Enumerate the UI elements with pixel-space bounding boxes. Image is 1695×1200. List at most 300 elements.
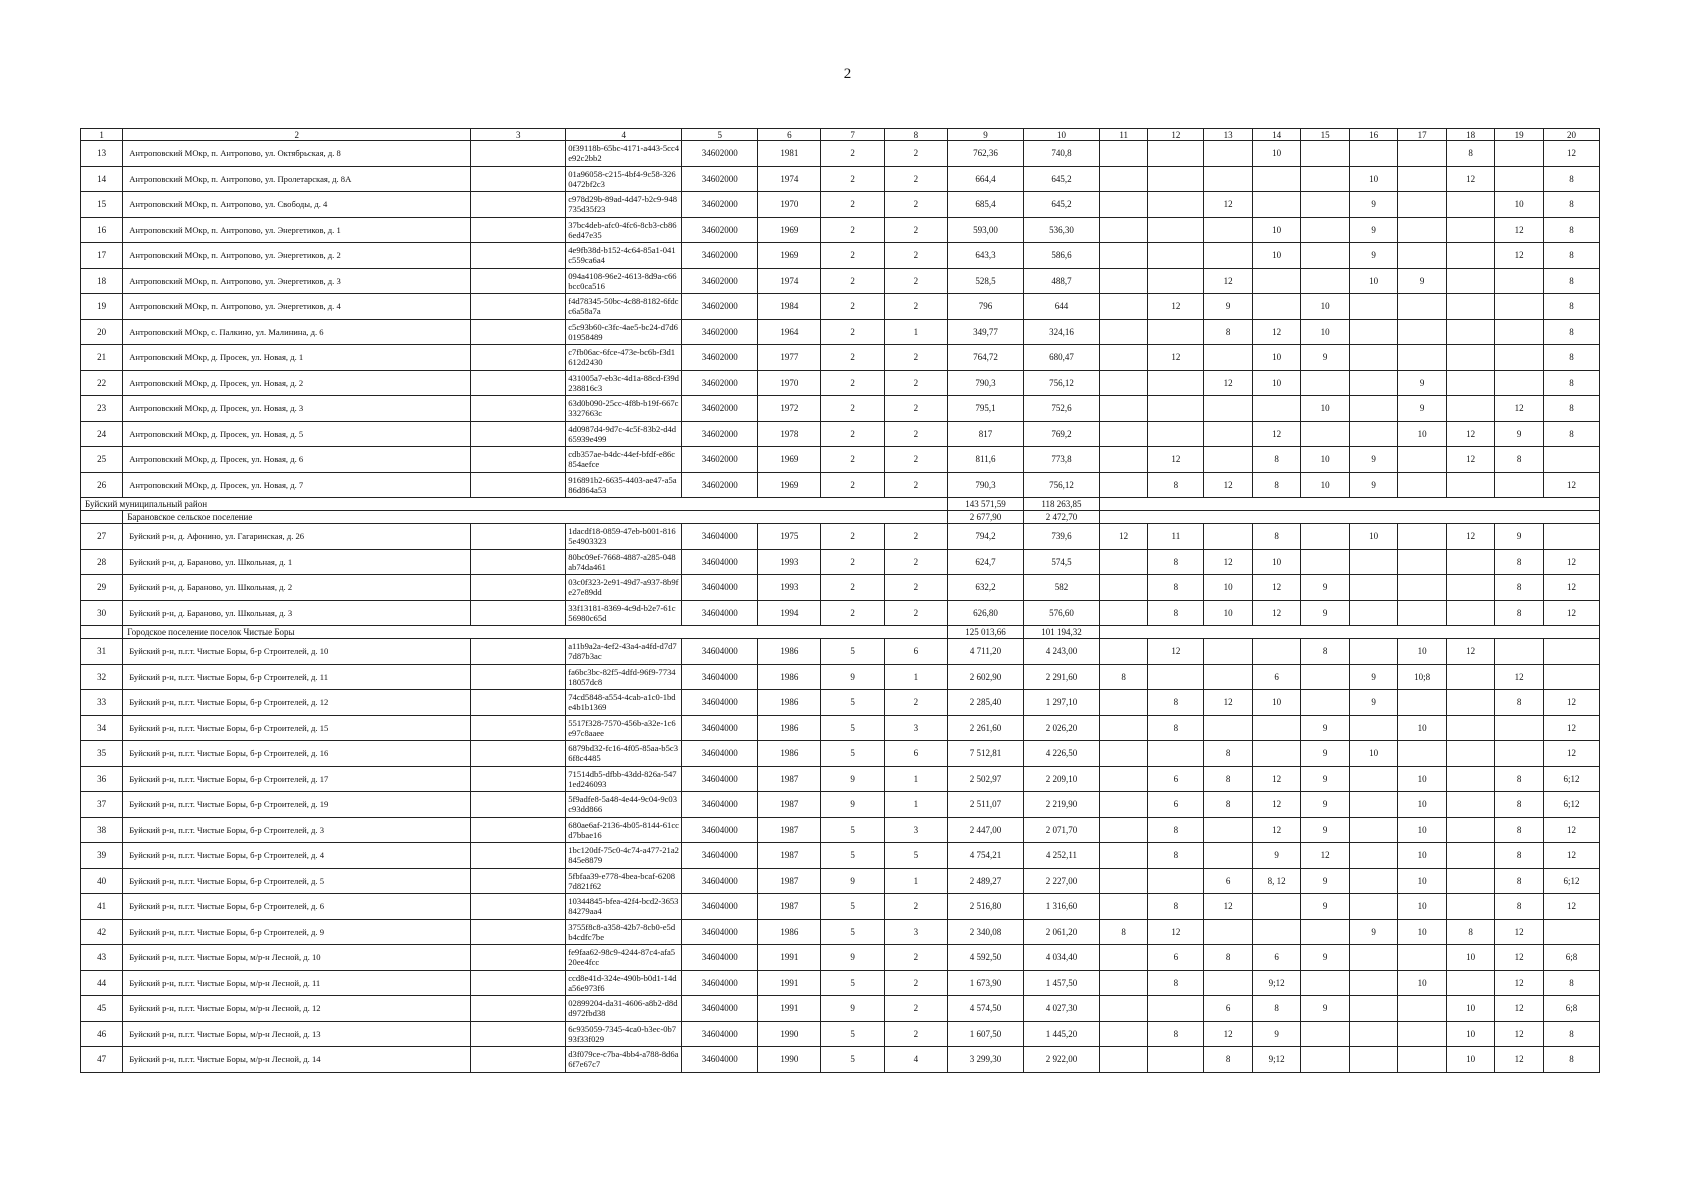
cell-col-19: 12 (1495, 919, 1544, 945)
cell-col-16 (1349, 421, 1398, 447)
cell-col-6: 1994 (758, 600, 821, 626)
cell-col-4: 680ae6af-2136-4b05-8144-61ccd7bbae16 (566, 817, 682, 843)
cell-col-14: 10 (1252, 217, 1301, 243)
cell-col-10: 1 297,10 (1023, 690, 1099, 716)
cell-col-16: 9 (1349, 690, 1398, 716)
cell-col-4: 10344845-bfea-42f4-bcd2-365384279aa4 (566, 894, 682, 920)
cell-col-16: 10 (1349, 166, 1398, 192)
table-row (81, 345, 1600, 371)
cell-col-15: 9 (1301, 996, 1350, 1022)
cell-col-2: Буйский р-н, п.г.т. Чистые Боры, б-р Строителей, д. 5 (123, 868, 471, 894)
cell-col-4: 03c0f323-2e91-49d7-a937-8b9fe27e89dd (566, 575, 682, 601)
cell-col-2: Антроповский МОкр, п. Антропово, ул. Свободы, д. 4 (123, 192, 471, 218)
cell-col-2: Антроповский МОкр, д. Просек, ул. Новая, д. 3 (123, 396, 471, 422)
cell-col-19: 8 (1495, 447, 1544, 473)
cell-col-14 (1252, 166, 1301, 192)
cell-col-14: 12 (1252, 817, 1301, 843)
cell-col-8: 1 (884, 664, 947, 690)
cell-col-9: 2 447,00 (948, 817, 1024, 843)
cell-col-19: 9 (1495, 421, 1544, 447)
cell-col-14: 10 (1252, 370, 1301, 396)
cell-col-12 (1148, 243, 1204, 269)
cell-col-12: 6 (1148, 945, 1204, 971)
cell-col-19: 10 (1495, 192, 1544, 218)
cell-col-13: 12 (1204, 690, 1253, 716)
cell-col-2: Буйский р-н, п.г.т. Чистые Боры, б-р Строителей, д. 12 (123, 690, 471, 716)
cell-col-19: 8 (1495, 792, 1544, 818)
cell-col-8: 2 (884, 894, 947, 920)
cell-col-15 (1301, 1047, 1350, 1073)
cell-col-8: 1 (884, 766, 947, 792)
cell-col-20: 12 (1543, 600, 1599, 626)
cell-col-14 (1252, 715, 1301, 741)
cell-col-19 (1495, 472, 1544, 498)
cell-col-1: 28 (81, 549, 123, 575)
cell-col-3 (471, 268, 566, 294)
column-header-2: 2 (123, 129, 471, 141)
cell-col-13: 9 (1204, 294, 1253, 320)
cell-col-3 (471, 141, 566, 167)
cell-col-18 (1446, 894, 1495, 920)
cell-col-14: 8 (1252, 996, 1301, 1022)
cell-col-5: 34602000 (682, 243, 758, 269)
cell-col-9: 2 285,40 (948, 690, 1024, 716)
cell-col-12 (1148, 217, 1204, 243)
cell-col-5: 34602000 (682, 447, 758, 473)
table-row (81, 945, 1600, 971)
cell-col-6: 1987 (758, 817, 821, 843)
cell-col-5: 34602000 (682, 319, 758, 345)
group-spacer-cell (81, 626, 123, 639)
cell-col-16 (1349, 600, 1398, 626)
cell-col-11 (1099, 217, 1148, 243)
cell-col-16: 10 (1349, 524, 1398, 550)
cell-col-13: 10 (1204, 600, 1253, 626)
cell-col-13: 12 (1204, 370, 1253, 396)
cell-col-18 (1446, 243, 1495, 269)
table-row (81, 166, 1600, 192)
cell-col-12: 8 (1148, 1021, 1204, 1047)
cell-col-9: 4 754,21 (948, 843, 1024, 869)
cell-col-9: 790,3 (948, 472, 1024, 498)
cell-col-20: 12 (1543, 843, 1599, 869)
cell-col-19: 12 (1495, 1047, 1544, 1073)
cell-col-8: 2 (884, 690, 947, 716)
cell-col-6: 1990 (758, 1047, 821, 1073)
cell-col-14: 12 (1252, 600, 1301, 626)
cell-col-11: 8 (1099, 664, 1148, 690)
cell-col-11 (1099, 268, 1148, 294)
column-header-1: 1 (81, 129, 123, 141)
cell-col-7: 5 (821, 817, 884, 843)
cell-col-12: 8 (1148, 549, 1204, 575)
cell-col-10: 4 252,11 (1023, 843, 1099, 869)
table-row (81, 970, 1600, 996)
cell-col-4: f4d78345-50bc-4c88-8182-6fdcc6a58a7a (566, 294, 682, 320)
cell-col-14: 8, 12 (1252, 868, 1301, 894)
cell-col-12 (1148, 421, 1204, 447)
cell-col-4: 3755f8c8-a358-42b7-8cb0-e5db4cdfc7be (566, 919, 682, 945)
cell-col-16: 10 (1349, 268, 1398, 294)
cell-col-9: 764,72 (948, 345, 1024, 371)
table-row (81, 524, 1600, 550)
cell-col-18: 10 (1446, 1021, 1495, 1047)
table-row (81, 370, 1600, 396)
cell-col-15: 9 (1301, 345, 1350, 371)
cell-col-13 (1204, 396, 1253, 422)
cell-col-13 (1204, 243, 1253, 269)
group-title: Барановское сельское поселение (123, 511, 948, 524)
cell-col-5: 34604000 (682, 690, 758, 716)
cell-col-12: 8 (1148, 817, 1204, 843)
cell-col-5: 34602000 (682, 421, 758, 447)
column-header-12: 12 (1148, 129, 1204, 141)
cell-col-16 (1349, 894, 1398, 920)
cell-col-16 (1349, 868, 1398, 894)
cell-col-13: 12 (1204, 268, 1253, 294)
cell-col-4: ccd8e41d-324e-490b-b0d1-14da56e973f6 (566, 970, 682, 996)
cell-col-7: 2 (821, 268, 884, 294)
group-empty-cells (1099, 498, 1599, 511)
cell-col-5: 34604000 (682, 996, 758, 1022)
cell-col-17 (1398, 549, 1447, 575)
cell-col-11 (1099, 141, 1148, 167)
cell-col-20: 8 (1543, 1047, 1599, 1073)
cell-col-16 (1349, 996, 1398, 1022)
cell-col-9: 1 673,90 (948, 970, 1024, 996)
table-row (81, 664, 1600, 690)
cell-col-1: 34 (81, 715, 123, 741)
cell-col-5: 34602000 (682, 396, 758, 422)
cell-col-7: 9 (821, 664, 884, 690)
cell-col-12 (1148, 141, 1204, 167)
cell-col-16 (1349, 843, 1398, 869)
cell-col-7: 5 (821, 690, 884, 716)
cell-col-6: 1986 (758, 664, 821, 690)
cell-col-1: 35 (81, 741, 123, 767)
cell-col-12 (1148, 396, 1204, 422)
cell-col-11 (1099, 639, 1148, 665)
cell-col-1: 46 (81, 1021, 123, 1047)
cell-col-20: 8 (1543, 319, 1599, 345)
cell-col-16 (1349, 792, 1398, 818)
cell-col-13 (1204, 166, 1253, 192)
table-row (81, 639, 1600, 665)
table-row (81, 575, 1600, 601)
cell-col-6: 1974 (758, 166, 821, 192)
cell-col-12: 12 (1148, 639, 1204, 665)
cell-col-4: 431005a7-eb3c-4d1a-88cd-f39d238816c3 (566, 370, 682, 396)
cell-col-19: 8 (1495, 600, 1544, 626)
cell-col-6: 1972 (758, 396, 821, 422)
cell-col-5: 34604000 (682, 1021, 758, 1047)
cell-col-7: 5 (821, 715, 884, 741)
cell-col-6: 1984 (758, 294, 821, 320)
cell-col-1: 32 (81, 664, 123, 690)
cell-col-15: 10 (1301, 447, 1350, 473)
cell-col-16 (1349, 766, 1398, 792)
cell-col-8: 1 (884, 319, 947, 345)
cell-col-1: 47 (81, 1047, 123, 1073)
cell-col-19: 12 (1495, 970, 1544, 996)
cell-col-9: 796 (948, 294, 1024, 320)
cell-col-19: 12 (1495, 217, 1544, 243)
cell-col-20: 8 (1543, 370, 1599, 396)
cell-col-4: 6879bd32-fc16-4f05-85aa-b5c36f8c4485 (566, 741, 682, 767)
cell-col-16 (1349, 945, 1398, 971)
cell-col-6: 1993 (758, 549, 821, 575)
cell-col-11 (1099, 294, 1148, 320)
cell-col-13: 8 (1204, 741, 1253, 767)
cell-col-17 (1398, 524, 1447, 550)
cell-col-3 (471, 217, 566, 243)
cell-col-13: 12 (1204, 1021, 1253, 1047)
cell-col-11 (1099, 945, 1148, 971)
cell-col-12: 8 (1148, 843, 1204, 869)
cell-col-10: 586,6 (1023, 243, 1099, 269)
cell-col-4: a11b9a2a-4ef2-43a4-a4fd-d7d77d87b3ac (566, 639, 682, 665)
cell-col-12 (1148, 996, 1204, 1022)
cell-col-16: 9 (1349, 664, 1398, 690)
cell-col-7: 2 (821, 524, 884, 550)
cell-col-1: 22 (81, 370, 123, 396)
cell-col-6: 1964 (758, 319, 821, 345)
cell-col-10: 1 445,20 (1023, 1021, 1099, 1047)
cell-col-17 (1398, 192, 1447, 218)
cell-col-18 (1446, 690, 1495, 716)
cell-col-11: 12 (1099, 524, 1148, 550)
cell-col-11 (1099, 575, 1148, 601)
table-row (81, 600, 1600, 626)
cell-col-15 (1301, 217, 1350, 243)
cell-col-16 (1349, 715, 1398, 741)
cell-col-16: 9 (1349, 919, 1398, 945)
cell-col-7: 2 (821, 472, 884, 498)
cell-col-15 (1301, 166, 1350, 192)
cell-col-14 (1252, 192, 1301, 218)
cell-col-15 (1301, 919, 1350, 945)
cell-col-20 (1543, 919, 1599, 945)
cell-col-19: 12 (1495, 243, 1544, 269)
cell-col-12 (1148, 868, 1204, 894)
cell-col-6: 1986 (758, 919, 821, 945)
cell-col-11 (1099, 690, 1148, 716)
cell-col-19 (1495, 294, 1544, 320)
cell-col-7: 2 (821, 345, 884, 371)
cell-col-4: 4d0987d4-9d7c-4c5f-83b2-d4d65939e499 (566, 421, 682, 447)
cell-col-8: 2 (884, 396, 947, 422)
cell-col-20: 12 (1543, 472, 1599, 498)
cell-col-4: 01a96058-c215-4bf4-9c58-3260472bf2c3 (566, 166, 682, 192)
cell-col-13 (1204, 421, 1253, 447)
cell-col-19 (1495, 319, 1544, 345)
cell-col-7: 9 (821, 996, 884, 1022)
cell-col-15: 10 (1301, 294, 1350, 320)
cell-col-13: 8 (1204, 945, 1253, 971)
cell-col-11 (1099, 843, 1148, 869)
cell-col-15: 9 (1301, 600, 1350, 626)
table-row (81, 549, 1600, 575)
cell-col-1: 43 (81, 945, 123, 971)
column-header-20: 20 (1543, 129, 1599, 141)
cell-col-10: 574,5 (1023, 549, 1099, 575)
cell-col-20: 12 (1543, 741, 1599, 767)
cell-col-8: 2 (884, 1021, 947, 1047)
cell-col-7: 2 (821, 396, 884, 422)
cell-col-1: 25 (81, 447, 123, 473)
cell-col-12 (1148, 741, 1204, 767)
cell-col-7: 2 (821, 575, 884, 601)
cell-col-18: 12 (1446, 639, 1495, 665)
cell-col-16 (1349, 294, 1398, 320)
cell-col-20: 6;12 (1543, 868, 1599, 894)
cell-col-1: 38 (81, 817, 123, 843)
cell-col-1: 36 (81, 766, 123, 792)
table-row (81, 472, 1600, 498)
cell-col-12: 8 (1148, 970, 1204, 996)
cell-col-20: 6;8 (1543, 945, 1599, 971)
cell-col-17 (1398, 166, 1447, 192)
table-row (81, 817, 1600, 843)
cell-col-9: 2 516,80 (948, 894, 1024, 920)
cell-col-8: 2 (884, 549, 947, 575)
cell-col-11 (1099, 243, 1148, 269)
cell-col-14: 10 (1252, 690, 1301, 716)
cell-col-3 (471, 715, 566, 741)
cell-col-18: 8 (1446, 919, 1495, 945)
cell-col-2: Буйский р-н, д. Бараново, ул. Школьная, д. 3 (123, 600, 471, 626)
cell-col-10: 2 227,00 (1023, 868, 1099, 894)
cell-col-3 (471, 741, 566, 767)
cell-col-10: 680,47 (1023, 345, 1099, 371)
cell-col-3 (471, 243, 566, 269)
cell-col-11 (1099, 868, 1148, 894)
cell-col-12: 8 (1148, 894, 1204, 920)
cell-col-16: 9 (1349, 243, 1398, 269)
cell-col-15: 9 (1301, 741, 1350, 767)
cell-col-18 (1446, 192, 1495, 218)
cell-col-20: 12 (1543, 575, 1599, 601)
cell-col-3 (471, 421, 566, 447)
cell-col-2: Антроповский МОкр, п. Антропово, ул. Октябрьская, д. 8 (123, 141, 471, 167)
cell-col-19: 8 (1495, 868, 1544, 894)
table-row (81, 868, 1600, 894)
table-row (81, 294, 1600, 320)
cell-col-2: Буйский р-н, п.г.т. Чистые Боры, м/р-н Лесной, д. 10 (123, 945, 471, 971)
cell-col-3 (471, 370, 566, 396)
cell-col-2: Буйский р-н, д. Афонино, ул. Гагаринская, д. 26 (123, 524, 471, 550)
cell-col-8: 6 (884, 741, 947, 767)
cell-col-13: 6 (1204, 868, 1253, 894)
cell-col-13: 12 (1204, 472, 1253, 498)
cell-col-18 (1446, 664, 1495, 690)
cell-col-16: 10 (1349, 741, 1398, 767)
cell-col-14: 9 (1252, 1021, 1301, 1047)
cell-col-7: 2 (821, 294, 884, 320)
cell-col-11 (1099, 319, 1148, 345)
cell-col-2: Буйский р-н, п.г.т. Чистые Боры, б-р Строителей, д. 9 (123, 919, 471, 945)
cell-col-18: 10 (1446, 1047, 1495, 1073)
cell-col-2: Буйский р-н, п.г.т. Чистые Боры, м/р-н Лесной, д. 13 (123, 1021, 471, 1047)
cell-col-17 (1398, 294, 1447, 320)
cell-col-18 (1446, 843, 1495, 869)
cell-col-10: 488,7 (1023, 268, 1099, 294)
cell-col-10: 645,2 (1023, 192, 1099, 218)
cell-col-11 (1099, 370, 1148, 396)
cell-col-7: 2 (821, 549, 884, 575)
cell-col-8: 1 (884, 792, 947, 818)
cell-col-11 (1099, 447, 1148, 473)
cell-col-5: 34602000 (682, 192, 758, 218)
cell-col-6: 1986 (758, 715, 821, 741)
cell-col-14: 12 (1252, 319, 1301, 345)
cell-col-2: Буйский р-н, п.г.т. Чистые Боры, м/р-н Лесной, д. 14 (123, 1047, 471, 1073)
cell-col-5: 34604000 (682, 894, 758, 920)
cell-col-8: 3 (884, 919, 947, 945)
table-row (81, 243, 1600, 269)
cell-col-12: 11 (1148, 524, 1204, 550)
cell-col-16 (1349, 1047, 1398, 1073)
cell-col-5: 34604000 (682, 843, 758, 869)
cell-col-13: 8 (1204, 766, 1253, 792)
cell-col-9: 685,4 (948, 192, 1024, 218)
cell-col-19: 8 (1495, 817, 1544, 843)
cell-col-17 (1398, 243, 1447, 269)
cell-col-20 (1543, 447, 1599, 473)
cell-col-12 (1148, 268, 1204, 294)
cell-col-1: 30 (81, 600, 123, 626)
cell-col-2: Антроповский МОкр, п. Антропово, ул. Энергетиков, д. 3 (123, 268, 471, 294)
cell-col-15 (1301, 524, 1350, 550)
cell-col-2: Буйский р-н, п.г.т. Чистые Боры, б-р Строителей, д. 6 (123, 894, 471, 920)
cell-col-3 (471, 447, 566, 473)
cell-col-6: 1986 (758, 690, 821, 716)
cell-col-7: 9 (821, 945, 884, 971)
cell-col-13 (1204, 524, 1253, 550)
cell-col-11 (1099, 1047, 1148, 1073)
cell-col-11: 8 (1099, 919, 1148, 945)
cell-col-14: 6 (1252, 945, 1301, 971)
cell-col-6: 1970 (758, 192, 821, 218)
cell-col-19: 8 (1495, 690, 1544, 716)
cell-col-18 (1446, 600, 1495, 626)
cell-col-18 (1446, 396, 1495, 422)
cell-col-19 (1495, 741, 1544, 767)
cell-col-5: 34604000 (682, 766, 758, 792)
table-row (81, 141, 1600, 167)
cell-col-14 (1252, 639, 1301, 665)
cell-col-2: Буйский р-н, п.г.т. Чистые Боры, б-р Строителей, д. 15 (123, 715, 471, 741)
cell-col-2: Буйский р-н, п.г.т. Чистые Боры, б-р Строителей, д. 16 (123, 741, 471, 767)
cell-col-20: 6;12 (1543, 766, 1599, 792)
cell-col-17 (1398, 447, 1447, 473)
cell-col-7: 9 (821, 766, 884, 792)
cell-col-15 (1301, 690, 1350, 716)
cell-col-5: 34604000 (682, 817, 758, 843)
column-header-13: 13 (1204, 129, 1253, 141)
cell-col-4: c5c93b60-c3fc-4ae5-bc24-d7d601958489 (566, 319, 682, 345)
cell-col-6: 1987 (758, 843, 821, 869)
cell-col-18 (1446, 792, 1495, 818)
cell-col-9: 7 512,81 (948, 741, 1024, 767)
cell-col-4: 02899204-da31-4606-a8b2-d8dd972fbd38 (566, 996, 682, 1022)
column-header-11: 11 (1099, 129, 1148, 141)
cell-col-15 (1301, 970, 1350, 996)
cell-col-8: 2 (884, 370, 947, 396)
cell-col-19: 12 (1495, 664, 1544, 690)
cell-col-20 (1543, 664, 1599, 690)
cell-col-20: 6;8 (1543, 996, 1599, 1022)
